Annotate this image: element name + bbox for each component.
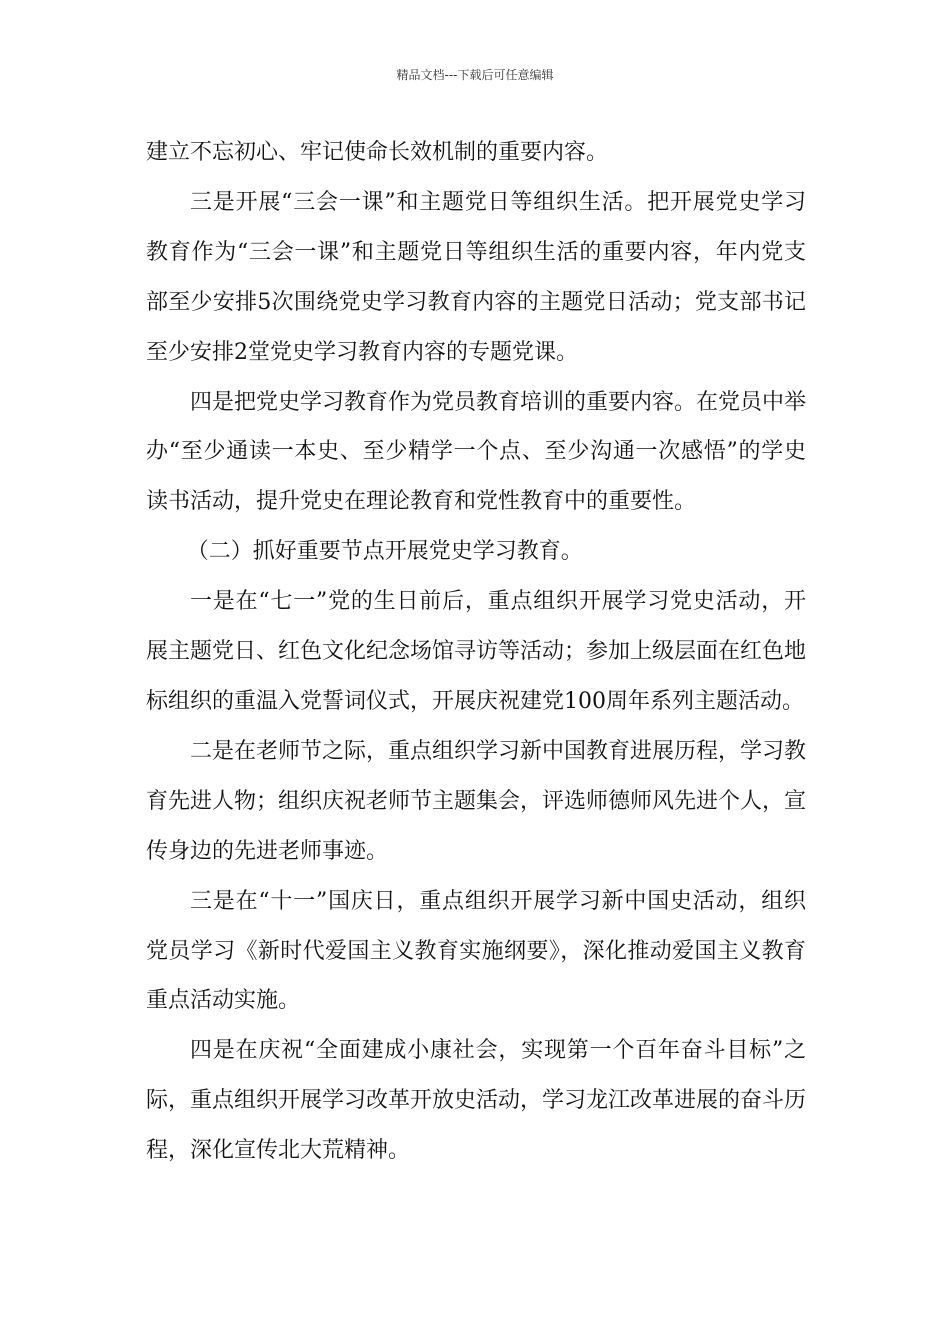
paragraph-item-three-meetings: 三是开展“三会一课”和主题党日等组织生活。把开展党史学习教育作为“三会一课”和主题党日等组织生活的重要内容，年内党支部至少安排5次围绕党史学习教育内容的主题党日活动；党支部书记至少安排2堂党史学习教育内容的专题党课。 <box>146 189 806 365</box>
paragraph-item-national-day: 三是在“十一”国庆日，重点组织开展学习新中国史活动，组织党员学习《新时代爱国主义教育实施纲要》，深化推动爱国主义教育重点活动实施。 <box>146 888 806 1014</box>
paragraph-item-july-first: 一是在“七一”党的生日前后，重点组织开展学习党史活动，开展主题党日、红色文化纪念场馆寻访等活动；参加上级层面在红色地标组织的重温入党誓词仪式，开展庆祝建党100周年系列主题活动。 <box>146 589 807 714</box>
page-header: 精品文档---下载后可任意编辑 <box>396 68 554 82</box>
paragraph-item-xiaokang: 四是在庆祝“全面建成小康社会，实现第一个百年奋斗目标”之际，重点组织开展学习改革开放史活动，学习龙江改革进展的奋斗历程，深化宣传北大荒精神。 <box>146 1038 807 1164</box>
paragraph-continuation: 建立不忘初心、牢记使命长效机制的重要内容。 <box>146 140 609 165</box>
section-heading-2: （二）抓好重要节点开展党史学习教育。 <box>186 539 583 565</box>
paragraph-item-training: 四是把党史学习教育作为党员教育培训的重要内容。在党员中举办“至少通读一本史、至少精学一个点、至少沟通一次感悟”的学史读书活动，提升党史在理论教育和党性教育中的重要性。 <box>146 389 807 515</box>
paragraph-item-teachers-day: 二是在老师节之际，重点组织学习新中国教育进展历程，学习教育先进人物；组织庆祝老师节主题集会，评选师德师风先进个人，宣传身边的先进老师事迹。 <box>146 738 807 864</box>
document-body <box>146 128 806 1176</box>
